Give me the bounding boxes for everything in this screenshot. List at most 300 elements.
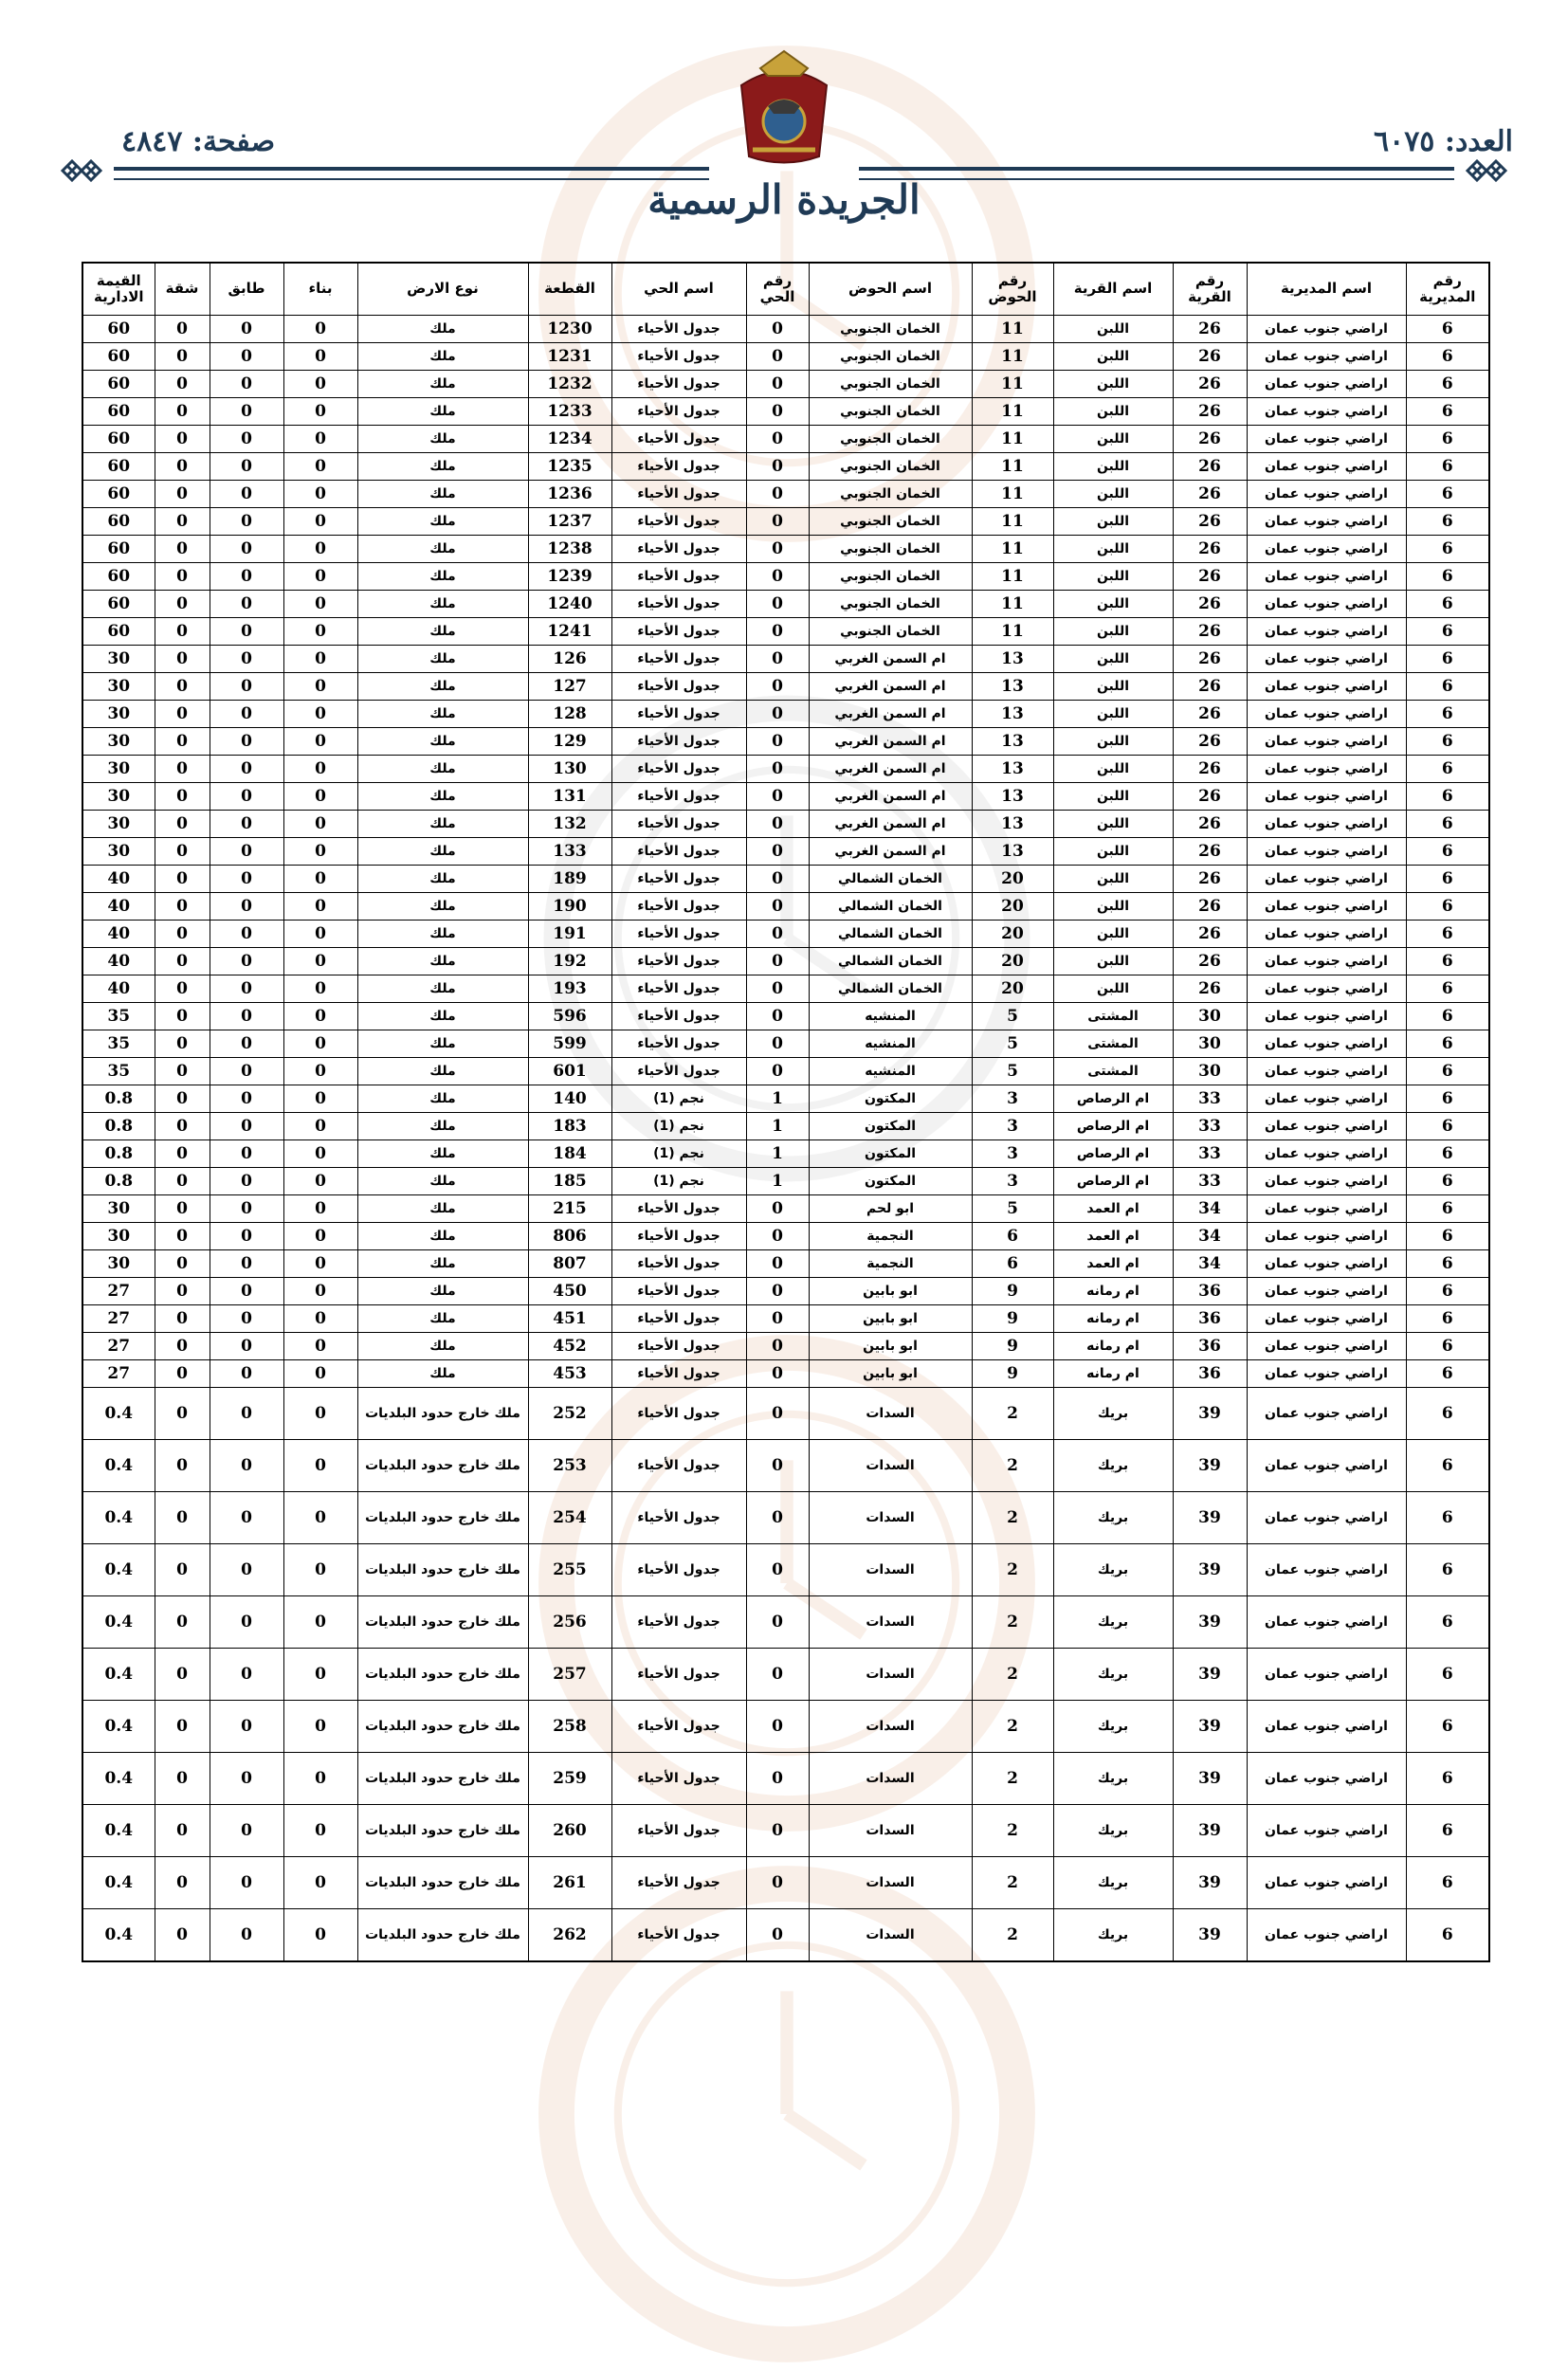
table-cell: ام السمن الغربي (809, 838, 972, 866)
table-cell: جدول الأحياء (611, 1440, 746, 1492)
table-cell: الخمان الجنوبي (809, 481, 972, 508)
table-cell: 0.4 (82, 1440, 155, 1492)
table-cell: 6 (1406, 1909, 1489, 1962)
table-cell: ام السمن الغربي (809, 756, 972, 783)
table-cell: 806 (528, 1223, 611, 1250)
issue-number: العدد: ٦٠٧٥ (1373, 125, 1513, 158)
table-cell: 30 (82, 1195, 155, 1223)
table-cell: ملك (357, 783, 528, 811)
table-row (82, 1168, 1489, 1195)
table-row (82, 646, 1489, 673)
table-cell: 0 (283, 508, 357, 536)
table-cell: 0 (210, 728, 283, 756)
column-header: رقم الحوض (972, 263, 1053, 316)
table-cell: 0 (283, 316, 357, 343)
table-cell: ملك (357, 646, 528, 673)
table-cell: 0 (210, 1596, 283, 1649)
table-cell: اللبن (1053, 508, 1173, 536)
table-cell: 0 (155, 728, 210, 756)
table-cell: 39 (1173, 1492, 1247, 1544)
table-cell: ام العمد (1053, 1250, 1173, 1278)
table-cell: 0 (283, 1596, 357, 1649)
table-cell: 0.4 (82, 1492, 155, 1544)
table-cell: 0 (746, 1440, 809, 1492)
table-cell: 40 (82, 893, 155, 921)
table-cell: بريك (1053, 1857, 1173, 1909)
table-cell: ام الرصاص (1053, 1140, 1173, 1168)
table-cell: 30 (1173, 1030, 1247, 1058)
table-cell: 6 (1406, 1857, 1489, 1909)
table-cell: 0 (155, 1753, 210, 1805)
table-cell: 6 (1406, 756, 1489, 783)
table-cell: 6 (1406, 646, 1489, 673)
table-cell: 0 (210, 756, 283, 783)
table-cell: 60 (82, 426, 155, 453)
table-cell: 252 (528, 1388, 611, 1440)
table-cell: 0 (155, 343, 210, 371)
table-cell: 11 (972, 481, 1053, 508)
table-cell: 26 (1173, 343, 1247, 371)
table-cell: 20 (972, 893, 1053, 921)
table-cell: اراضي جنوب عمان (1247, 811, 1406, 838)
table-cell: 11 (972, 508, 1053, 536)
table-cell: 0 (283, 1195, 357, 1223)
table-cell: 26 (1173, 673, 1247, 701)
table-cell: اراضي جنوب عمان (1247, 1305, 1406, 1333)
table-cell: 129 (528, 728, 611, 756)
table-cell: 6 (1406, 701, 1489, 728)
table-row (82, 1440, 1489, 1492)
table-cell: 0.4 (82, 1909, 155, 1962)
column-header: شقة (155, 263, 210, 316)
column-header: اسم الحوض (809, 263, 972, 316)
table-cell: ابو لحم (809, 1195, 972, 1223)
table-cell: المشتى (1053, 1058, 1173, 1085)
table-cell: 30 (82, 1250, 155, 1278)
table-cell: 0 (283, 563, 357, 591)
table-cell: جدول الأحياء (611, 426, 746, 453)
table-cell: 0 (746, 673, 809, 701)
table-cell: ملك خارج حدود البلديات (357, 1596, 528, 1649)
table-cell: جدول الأحياء (611, 591, 746, 618)
table-cell: 0 (155, 1649, 210, 1701)
table-cell: بريك (1053, 1649, 1173, 1701)
table-cell: 6 (1406, 1805, 1489, 1857)
table-cell: 0 (746, 893, 809, 921)
table-cell: 26 (1173, 948, 1247, 975)
table-cell: 0 (210, 1003, 283, 1030)
table-cell: 451 (528, 1305, 611, 1333)
table-cell: 0 (283, 728, 357, 756)
table-row (82, 948, 1489, 975)
table-cell: 0 (746, 563, 809, 591)
table-cell: 0 (155, 1492, 210, 1544)
table-cell: 0 (746, 1333, 809, 1360)
table-cell: 0.8 (82, 1140, 155, 1168)
table-cell: 40 (82, 975, 155, 1003)
table-cell: 0 (155, 1596, 210, 1649)
table-cell: 60 (82, 371, 155, 398)
table-cell: 215 (528, 1195, 611, 1223)
table-cell: 11 (972, 371, 1053, 398)
table-cell: جدول الأحياء (611, 1333, 746, 1360)
table-cell: اللبن (1053, 783, 1173, 811)
table-cell: 0 (210, 1360, 283, 1388)
table-cell: ابو بابين (809, 1360, 972, 1388)
table-cell: 0 (283, 1440, 357, 1492)
table-cell: اراضي جنوب عمان (1247, 453, 1406, 481)
table-cell: 60 (82, 591, 155, 618)
table-cell: 0 (746, 508, 809, 536)
data-table (82, 262, 1490, 1962)
table-row (82, 1701, 1489, 1753)
table-cell: 0 (283, 1140, 357, 1168)
table-cell: 1 (746, 1113, 809, 1140)
table-cell: ملك (357, 1195, 528, 1223)
table-cell: الخمان الجنوبي (809, 563, 972, 591)
table-cell: 0 (155, 1250, 210, 1278)
table-cell: اراضي جنوب عمان (1247, 1544, 1406, 1596)
table-cell: اراضي جنوب عمان (1247, 1753, 1406, 1805)
table-cell: 140 (528, 1085, 611, 1113)
table-cell: ام رمانه (1053, 1278, 1173, 1305)
table-cell: اراضي جنوب عمان (1247, 1492, 1406, 1544)
table-cell: 3 (972, 1140, 1053, 1168)
table-cell: 1230 (528, 316, 611, 343)
table-cell: 5 (972, 1195, 1053, 1223)
table-cell: 0 (210, 536, 283, 563)
table-cell: 1240 (528, 591, 611, 618)
table-cell: المكتون (809, 1168, 972, 1195)
table-cell: 26 (1173, 646, 1247, 673)
table-cell: 0 (283, 1753, 357, 1805)
table-cell: 0 (210, 1544, 283, 1596)
column-header: رقم القرية (1173, 263, 1247, 316)
table-cell: 30 (82, 811, 155, 838)
table-cell: 0 (283, 1909, 357, 1962)
table-cell: 6 (1406, 673, 1489, 701)
table-cell: 0 (210, 838, 283, 866)
table-cell: 20 (972, 975, 1053, 1003)
table-cell: 0 (283, 673, 357, 701)
table-cell: 0 (210, 1168, 283, 1195)
table-cell: المنشيه (809, 1003, 972, 1030)
table-cell: 257 (528, 1649, 611, 1701)
table-cell: بريك (1053, 1753, 1173, 1805)
table-cell: اراضي جنوب عمان (1247, 1278, 1406, 1305)
table-cell: اراضي جنوب عمان (1247, 1649, 1406, 1701)
table-cell: 0 (283, 811, 357, 838)
table-cell: جدول الأحياء (611, 1058, 746, 1085)
table-cell: 0 (155, 975, 210, 1003)
table-cell: 255 (528, 1544, 611, 1596)
jordan-coat-of-arms-icon (732, 47, 836, 171)
table-cell: الخمان الشمالي (809, 866, 972, 893)
table-cell: جدول الأحياء (611, 783, 746, 811)
table-cell: 0 (155, 1195, 210, 1223)
table-cell: جدول الأحياء (611, 756, 746, 783)
table-cell: اراضي جنوب عمان (1247, 1250, 1406, 1278)
table-cell: 599 (528, 1030, 611, 1058)
table-cell: 0 (283, 453, 357, 481)
table-cell: السدات (809, 1492, 972, 1544)
table-cell: 0 (210, 1140, 283, 1168)
table-cell: 2 (972, 1649, 1053, 1701)
table-cell: 0 (283, 1058, 357, 1085)
table-row (82, 536, 1489, 563)
table-cell: جدول الأحياء (611, 453, 746, 481)
table-cell: اللبن (1053, 398, 1173, 426)
table-cell: ملك (357, 1250, 528, 1278)
table-cell: اللبن (1053, 646, 1173, 673)
table-cell: اراضي جنوب عمان (1247, 1388, 1406, 1440)
table-cell: 0 (746, 646, 809, 673)
table-cell: السدات (809, 1544, 972, 1596)
table-cell: 6 (1406, 591, 1489, 618)
table-cell: جدول الأحياء (611, 618, 746, 646)
table-cell: ملك خارج حدود البلديات (357, 1544, 528, 1596)
table-cell: جدول الأحياء (611, 1857, 746, 1909)
table-cell: جدول الأحياء (611, 728, 746, 756)
table-cell: 39 (1173, 1805, 1247, 1857)
table-cell: 0 (746, 1909, 809, 1962)
table-row (82, 343, 1489, 371)
table-cell: 26 (1173, 866, 1247, 893)
table-cell: ملك (357, 481, 528, 508)
table-cell: 6 (1406, 453, 1489, 481)
table-cell: 60 (82, 563, 155, 591)
table-cell: السدات (809, 1857, 972, 1909)
table-cell: 1237 (528, 508, 611, 536)
table-cell: ام العمد (1053, 1195, 1173, 1223)
table-cell: 26 (1173, 508, 1247, 536)
table-cell: 30 (82, 646, 155, 673)
table-cell: 2 (972, 1492, 1053, 1544)
table-cell: 2 (972, 1388, 1053, 1440)
table-cell: ملك خارج حدود البلديات (357, 1440, 528, 1492)
table-row (82, 481, 1489, 508)
table-cell: 20 (972, 921, 1053, 948)
table-cell: جدول الأحياء (611, 536, 746, 563)
table-cell: السدات (809, 1596, 972, 1649)
table-cell: 33 (1173, 1085, 1247, 1113)
table-cell: 60 (82, 343, 155, 371)
table-cell: اراضي جنوب عمان (1247, 1168, 1406, 1195)
table-body (82, 316, 1489, 1962)
table-cell: اراضي جنوب عمان (1247, 893, 1406, 921)
table-row (82, 811, 1489, 838)
table-cell: 0.4 (82, 1544, 155, 1596)
table-cell: 1235 (528, 453, 611, 481)
table-cell: 0 (155, 536, 210, 563)
table-cell: 9 (972, 1305, 1053, 1333)
table-cell: 27 (82, 1305, 155, 1333)
table-cell: ملك خارج حدود البلديات (357, 1909, 528, 1962)
table-cell: 6 (972, 1250, 1053, 1278)
table-cell: جدول الأحياء (611, 1278, 746, 1305)
table-cell: 6 (1406, 508, 1489, 536)
table-cell: 6 (1406, 1492, 1489, 1544)
table-cell: 0 (746, 1305, 809, 1333)
table-cell: 0 (155, 1805, 210, 1857)
table-cell: ملك (357, 398, 528, 426)
table-cell: 0 (746, 1360, 809, 1388)
table-cell: 2 (972, 1805, 1053, 1857)
table-cell: 26 (1173, 618, 1247, 646)
table-cell: ملك (357, 618, 528, 646)
table-cell: ملك (357, 1003, 528, 1030)
table-cell: 0 (283, 618, 357, 646)
table-cell: 0 (746, 426, 809, 453)
table-cell: الخمان الشمالي (809, 975, 972, 1003)
table-cell: 6 (1406, 838, 1489, 866)
table-cell: 0 (283, 371, 357, 398)
table-cell: اراضي جنوب عمان (1247, 1140, 1406, 1168)
table-cell: الخمان الجنوبي (809, 618, 972, 646)
table-cell: اللبن (1053, 316, 1173, 343)
table-cell: 5 (972, 1003, 1053, 1030)
table-cell: 36 (1173, 1305, 1247, 1333)
table-cell: 0 (155, 1140, 210, 1168)
table-cell: جدول الأحياء (611, 866, 746, 893)
table-cell: 30 (82, 838, 155, 866)
table-cell: 0 (210, 1649, 283, 1701)
table-cell: 453 (528, 1360, 611, 1388)
table-cell: 0 (283, 1113, 357, 1140)
table-cell: 0 (155, 453, 210, 481)
table-cell: الخمان الشمالي (809, 893, 972, 921)
table-cell: اراضي جنوب عمان (1247, 426, 1406, 453)
table-cell: بريك (1053, 1440, 1173, 1492)
table-cell: ملك خارج حدود البلديات (357, 1753, 528, 1805)
table-cell: 1 (746, 1140, 809, 1168)
table-cell: 13 (972, 783, 1053, 811)
table-cell: 20 (972, 866, 1053, 893)
table-cell: 261 (528, 1857, 611, 1909)
table-cell: 26 (1173, 453, 1247, 481)
table-cell: اراضي جنوب عمان (1247, 1360, 1406, 1388)
table-row (82, 591, 1489, 618)
table-cell: ملك (357, 838, 528, 866)
table-cell: 0 (746, 371, 809, 398)
table-cell: 6 (1406, 563, 1489, 591)
table-cell: 60 (82, 453, 155, 481)
table-cell: اراضي جنوب عمان (1247, 866, 1406, 893)
table-cell: الخمان الجنوبي (809, 591, 972, 618)
table-cell: 0 (283, 948, 357, 975)
table-cell: الخمان الشمالي (809, 921, 972, 948)
table-cell: 39 (1173, 1544, 1247, 1596)
table-row (82, 1492, 1489, 1544)
table-cell: اراضي جنوب عمان (1247, 1440, 1406, 1492)
table-cell: 11 (972, 343, 1053, 371)
table-cell: 0 (746, 1003, 809, 1030)
table-cell: 30 (1173, 1003, 1247, 1030)
table-cell: 1232 (528, 371, 611, 398)
table-cell: اللبن (1053, 811, 1173, 838)
table-cell: اللبن (1053, 536, 1173, 563)
table-cell: ملك (357, 343, 528, 371)
table-cell: اللبن (1053, 921, 1173, 948)
table-cell: اللبن (1053, 618, 1173, 646)
table-row (82, 1360, 1489, 1388)
table-cell: اراضي جنوب عمان (1247, 508, 1406, 536)
table-cell: نجم (1) (611, 1140, 746, 1168)
table-cell: 0 (210, 1195, 283, 1223)
table-cell: 6 (1406, 371, 1489, 398)
table-cell: 0 (210, 921, 283, 948)
table-cell: 0 (746, 1649, 809, 1701)
table-cell: 40 (82, 866, 155, 893)
table-row (82, 1596, 1489, 1649)
table-cell: 0 (746, 866, 809, 893)
table-cell: 0 (210, 673, 283, 701)
table-cell: ام رمانه (1053, 1305, 1173, 1333)
table-cell: 39 (1173, 1440, 1247, 1492)
table-cell: ملك (357, 673, 528, 701)
table-cell: ملك (357, 508, 528, 536)
table-cell: 0 (283, 1250, 357, 1278)
table-cell: ملك (357, 1113, 528, 1140)
table-cell: 11 (972, 618, 1053, 646)
table-cell: 2 (972, 1857, 1053, 1909)
table-cell: ابو بابين (809, 1333, 972, 1360)
table-cell: اراضي جنوب عمان (1247, 1195, 1406, 1223)
column-header: اسم القرية (1053, 263, 1173, 316)
table-cell: جدول الأحياء (611, 398, 746, 426)
table-cell: 130 (528, 756, 611, 783)
table-cell: 0 (210, 948, 283, 975)
table-cell: ام السمن الغربي (809, 701, 972, 728)
table-cell: 189 (528, 866, 611, 893)
table-cell: جدول الأحياء (611, 1753, 746, 1805)
table-cell: 11 (972, 563, 1053, 591)
table-cell: 1 (746, 1168, 809, 1195)
table-cell: 26 (1173, 481, 1247, 508)
table-cell: ملك (357, 1030, 528, 1058)
table-cell: اراضي جنوب عمان (1247, 783, 1406, 811)
table-cell: ملك (357, 921, 528, 948)
table-cell: اراضي جنوب عمان (1247, 618, 1406, 646)
table-cell: اراضي جنوب عمان (1247, 1085, 1406, 1113)
table-cell: 254 (528, 1492, 611, 1544)
table-cell: 183 (528, 1113, 611, 1140)
table-row (82, 1058, 1489, 1085)
table-cell: 450 (528, 1278, 611, 1305)
table-cell: جدول الأحياء (611, 701, 746, 728)
table-cell: 0 (746, 1030, 809, 1058)
table-cell: 11 (972, 426, 1053, 453)
table-cell: اللبن (1053, 948, 1173, 975)
table-cell: ملك (357, 563, 528, 591)
table-cell: 0 (210, 1388, 283, 1440)
table-cell: 11 (972, 316, 1053, 343)
table-cell: 0 (210, 1030, 283, 1058)
land-valuation-table (82, 262, 1488, 1962)
table-cell: 3 (972, 1168, 1053, 1195)
table-cell: 0.4 (82, 1805, 155, 1857)
table-cell: 13 (972, 673, 1053, 701)
table-cell: 6 (1406, 1113, 1489, 1140)
table-cell: اراضي جنوب عمان (1247, 1701, 1406, 1753)
table-cell: 0 (155, 893, 210, 921)
table-cell: 26 (1173, 316, 1247, 343)
table-cell: 27 (82, 1278, 155, 1305)
table-cell: 2 (972, 1753, 1053, 1805)
table-cell: 34 (1173, 1250, 1247, 1278)
table-cell: ملك (357, 1278, 528, 1305)
table-cell: ملك (357, 948, 528, 975)
